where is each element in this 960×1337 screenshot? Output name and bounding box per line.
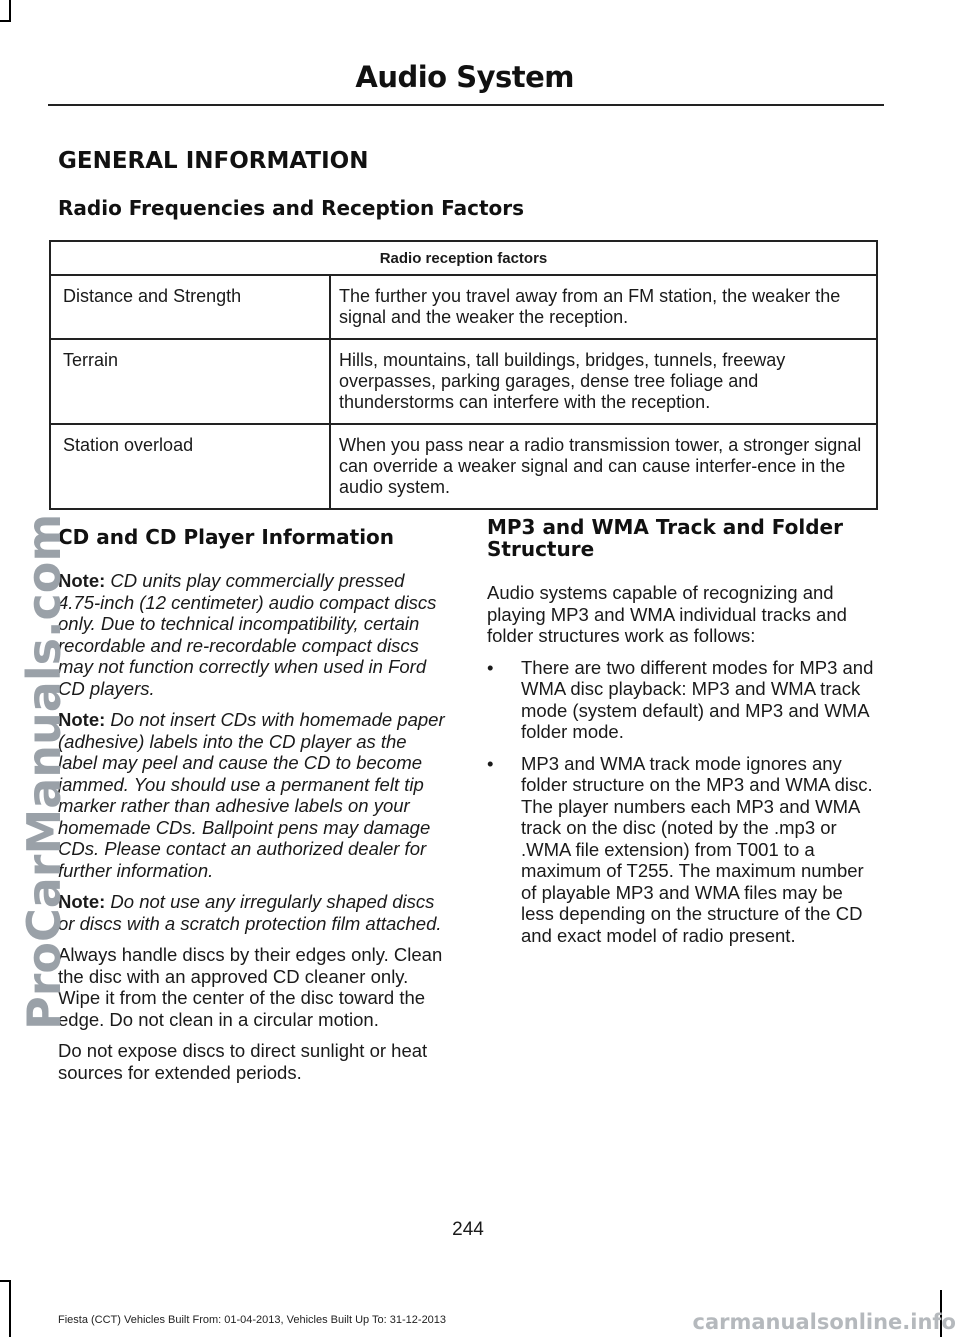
note-text: Do not insert CDs with homemade paper (adhesive) labels into the CD player as the label may peel and cause the CD to become jammed. You should use a permanent felt tip marker rather than adhesive labels on your homemade CDs. Ballpoint pens may damage CDs. Please contact an authorized dealer for further information.: [58, 709, 445, 881]
list-item-text: MP3 and WMA track mode ignores any folder structure on the MP3 and WMA disc. The player numbers each MP3 and WMA track on the disc (noted by the .mp3 or .WMA file extension) from T001 to a maximum of T255. The maximum number of playable MP3 and WMA files may be less depending on the structure of the CD and exact model of radio present.: [521, 752, 873, 946]
table-row: [50, 339, 877, 424]
body-paragraph: Always handle discs by their edges only. Clean the disc with an approved CD cleaner only. Wipe it from the center of the disc toward the edge. Do not clean in a circular motion.: [58, 944, 443, 1030]
mp3-section: [487, 516, 879, 956]
note: [58, 709, 450, 881]
list-item-text: There are two different modes for MP3 and WMA disc playback: MP3 and WMA track mode (system default) and MP3 and WMA folder mode.: [521, 656, 874, 742]
table-cell-factor: Distance and Strength: [50, 275, 330, 339]
watermark: ProCarManuals.com: [17, 513, 71, 1030]
table-row: [50, 275, 877, 339]
note-text: Do not use any irregularly shaped discs or discs with a scratch protection film attached.: [58, 891, 442, 934]
cd-section: [58, 526, 450, 1093]
watermark-bottom: carmanualsonline.info: [692, 1310, 956, 1334]
note-label: Note:: [58, 709, 106, 730]
page-number: 244: [452, 1219, 484, 1240]
note-label: Note:: [58, 891, 106, 912]
note-text: CD units play commercially pressed 4.75-inch (12 centimeter) audio compact discs only. Due to technical incompatibility, certain recordable and re-recordable compact discs may not function correctly when used in Ford CD players.: [58, 570, 437, 699]
table-row: [50, 424, 877, 509]
section-title: GENERAL INFORMATION: [58, 148, 369, 174]
body-paragraph: Do not expose discs to direct sunlight or heat sources for extended periods.: [58, 1040, 428, 1083]
mp3-section-title: MP3 and WMA Track and Folder Structure: [487, 515, 843, 561]
crop-mark: [9, 0, 11, 22]
cd-section-title: CD and CD Player Information: [58, 525, 395, 549]
note-label: Note:: [58, 570, 106, 591]
table-cell-description: Hills, mountains, tall buildings, bridges, tunnels, freeway overpasses, parking garages, dense tree foliage and thunderstorms can interfere with the reception.: [330, 339, 877, 424]
table-cell-description: The further you travel away from an FM station, the weaker the signal and the weaker the reception.: [330, 275, 877, 339]
page-header-title: Audio System: [355, 60, 574, 94]
section-subtitle: Radio Frequencies and Reception Factors: [58, 196, 525, 220]
table-cell-description: When you pass near a radio transmission tower, a stronger signal can override a weaker signal and can cause interfer-ence in the audio system.: [330, 424, 877, 509]
body-paragraph: Audio systems capable of recognizing and playing MP3 and WMA individual tracks and folder structures work as follows:: [487, 582, 847, 646]
note: [58, 891, 450, 934]
bullet-list: [487, 657, 879, 947]
crop-mark: [0, 1280, 11, 1282]
crop-mark: [0, 20, 11, 22]
header-rule: [48, 104, 884, 106]
note: [58, 570, 450, 699]
bullet-glyph: •: [487, 656, 494, 678]
crop-mark: [9, 1280, 11, 1337]
bullet-glyph: •: [487, 752, 494, 774]
table-caption: Radio reception factors: [50, 241, 877, 275]
reception-factors-table: [49, 240, 878, 510]
table-cell-factor: Terrain: [50, 339, 330, 424]
list-item: [487, 657, 879, 743]
table-cell-factor: Station overload: [50, 424, 330, 509]
list-item: [487, 753, 879, 947]
footer-text: Fiesta (CCT) Vehicles Built From: 01-04-2013, Vehicles Built Up To: 31-12-2013: [58, 1314, 447, 1326]
